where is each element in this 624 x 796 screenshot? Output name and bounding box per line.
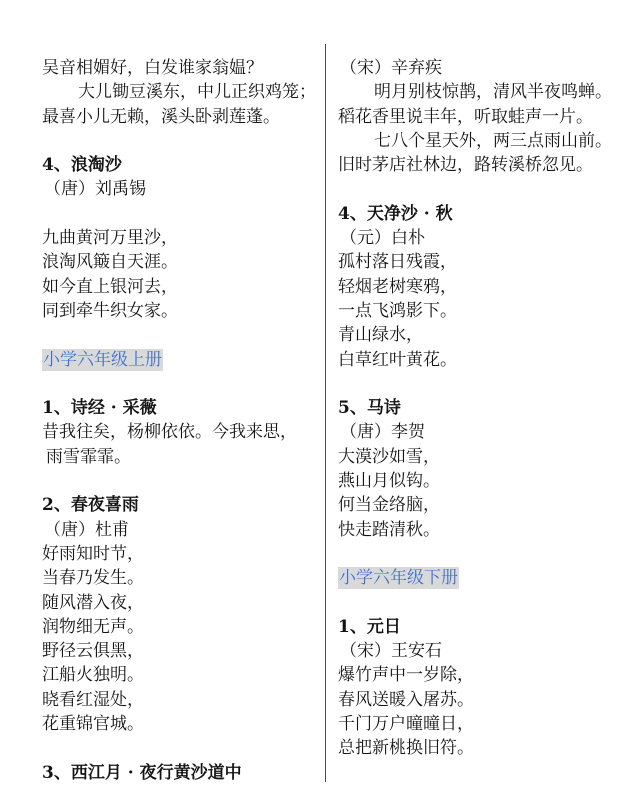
poem-line: 一点飞鸿影下。	[338, 300, 457, 321]
poem-line: 晓看红湿处，	[42, 689, 144, 710]
poem-line: 总把新桃换旧符。	[338, 738, 474, 759]
poem-line: 雨雪霏霏。	[46, 446, 131, 467]
blank-line	[42, 323, 320, 347]
poem-line: 大儿锄豆溪东，中儿正织鸡笼；	[78, 82, 316, 103]
blank-line	[338, 591, 618, 615]
section-heading-label: 小学六年级上册	[43, 349, 162, 370]
poem-line: 青山绿水，	[338, 325, 423, 346]
section-heading	[338, 566, 618, 590]
poem-title: 2、春夜喜雨	[42, 495, 139, 516]
poem-line: 昔我往矣，杨柳依依。今我来思，	[42, 422, 297, 443]
poem-title: 1、元日	[338, 616, 401, 637]
poem-author: （唐）李贺	[340, 422, 425, 443]
poem-line: 当春乃发生。	[42, 568, 144, 589]
blank-line	[42, 469, 320, 493]
poem-line: 孤村落日残霞，	[338, 252, 457, 273]
poem-line: 白草红叶黄花。	[338, 349, 457, 370]
poem-line: 稻花香里说丰年，听取蛙声一片。	[338, 106, 593, 127]
poem-line: 轻烟老树寒鸦，	[338, 276, 457, 297]
poem-line: 七八个星天外，两三点雨山前。	[374, 130, 612, 151]
right-column	[338, 56, 618, 761]
poem-line: 春风送暖入屠苏。	[338, 689, 474, 710]
poem-line: 好雨知时节，	[42, 543, 144, 564]
column-divider	[325, 44, 326, 782]
blank-line	[42, 202, 320, 226]
poem-line: 燕山月似钩。	[338, 471, 440, 492]
poem-author: （宋）辛弃疾	[340, 58, 442, 78]
poem-title: 4、浪淘沙	[42, 155, 122, 176]
poem-line: 旧时茅店社林边，路转溪桥忽见。	[338, 155, 593, 176]
blank-line	[42, 736, 320, 760]
poem-title: 5、马诗	[338, 398, 401, 419]
poem-line: 最喜小儿无赖，溪头卧剥莲蓬。	[42, 106, 280, 127]
poem-line: 润物细无声。	[42, 616, 144, 637]
poem-line: 九曲黄河万里沙，	[42, 228, 178, 249]
poem-line: 何当金络脑，	[338, 495, 440, 516]
poem-title: 1、诗经 · 采薇	[42, 398, 157, 419]
poem-author: （元）白朴	[340, 228, 425, 249]
poem-line: 爆竹声中一岁除，	[338, 665, 474, 686]
poem-line: 千门万户曈曈日，	[338, 714, 474, 735]
poem-line: 随风潜入夜，	[42, 592, 144, 613]
poem-title: 4、天净沙 · 秋	[338, 203, 453, 224]
poem-line: 浪淘风簸自天涯。	[42, 252, 178, 273]
section-heading	[42, 348, 320, 372]
poem-line: 同到牵牛织女家。	[42, 300, 178, 321]
poem-title: 3、西江月 · 夜行黄沙道中	[42, 762, 242, 783]
poem-line: 如今直上银河去，	[42, 276, 178, 297]
poem-line: 野径云俱黑，	[42, 641, 144, 662]
blank-line	[42, 372, 320, 396]
left-column	[42, 56, 320, 785]
poem-author: （宋）王安石	[340, 641, 442, 662]
poem-line: 大漠沙如雪，	[338, 446, 440, 467]
poem-line: 江船火独明。	[42, 665, 144, 686]
blank-line	[338, 542, 618, 566]
poem-author: （唐）杜甫	[44, 519, 129, 540]
poem-line: 明月别枝惊鹊，清风半夜鸣蝉。	[374, 82, 612, 103]
poem-line: 吴音相媚好，白发谁家翁媪？	[42, 58, 263, 78]
poem-author: （唐）刘禹锡	[44, 179, 146, 200]
section-heading-label: 小学六年级下册	[339, 568, 458, 589]
poem-line: 花重锦官城。	[42, 714, 144, 735]
blank-line	[338, 372, 618, 396]
poem-line: 快走踏清秋。	[338, 519, 440, 540]
blank-line	[338, 177, 618, 201]
blank-line	[42, 129, 320, 153]
